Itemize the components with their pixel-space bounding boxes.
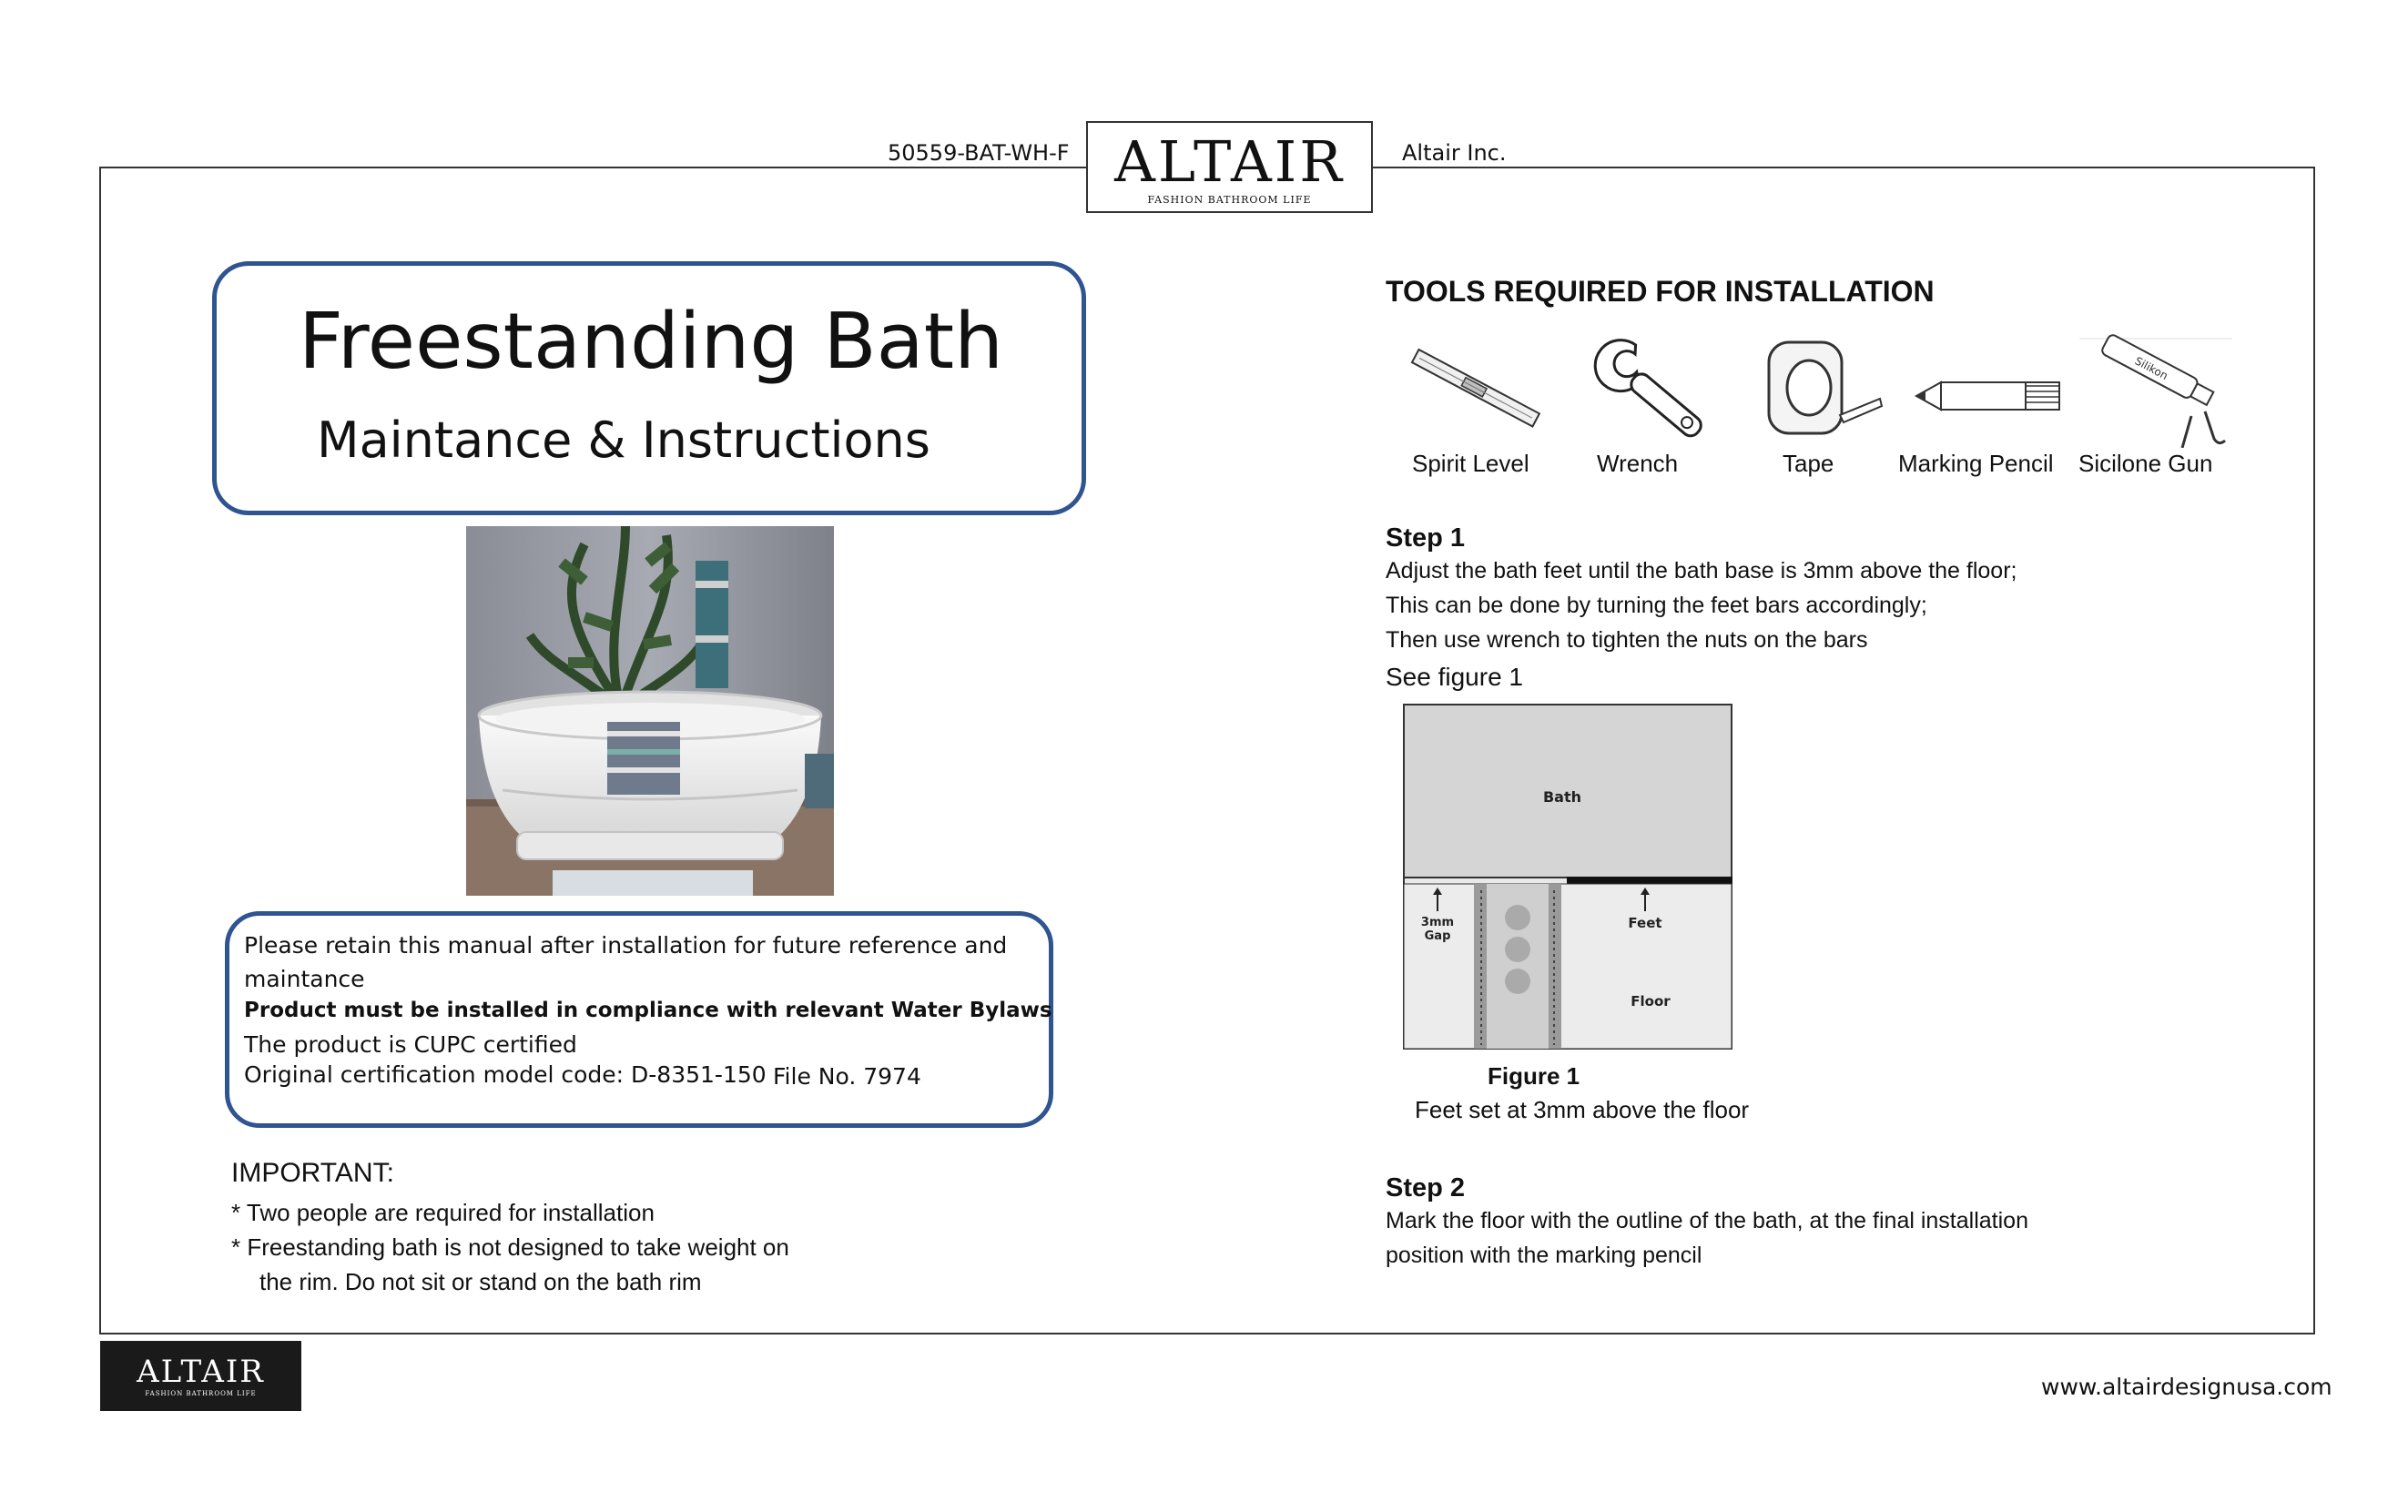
title-box xyxy=(212,261,1086,515)
wrench-icon xyxy=(1584,330,1721,452)
header-logo xyxy=(1086,121,1373,213)
step-1-line-3: Then use wrench to tighten the nuts on the bars xyxy=(1386,627,1868,653)
notice-box xyxy=(225,911,1053,1128)
figure-feet-label: Feet xyxy=(1628,915,1662,931)
figure-gap-label-1: 3mm xyxy=(1420,916,1455,929)
figure-gap-label-2: Gap xyxy=(1424,929,1451,943)
footer-logo xyxy=(100,1341,301,1411)
header-logo-wordmark: ALTAIR xyxy=(1114,128,1345,195)
figure-bath-label: Bath xyxy=(1542,788,1582,806)
tool-label-tape: Tape xyxy=(1783,450,1834,477)
marking-pencil-icon xyxy=(1912,373,2067,423)
figure-floor-label: Floor xyxy=(1631,993,1671,1010)
step-2-line-1: Mark the floor with the outline of the bath, at the final installation xyxy=(1386,1208,2028,1233)
figure-1-diagram xyxy=(1403,704,1732,1050)
page-subtitle: Maintance & Instructions xyxy=(317,411,930,469)
important-item-2-cont: the rim. Do not sit or stand on the bath rim xyxy=(259,1268,702,1295)
important-item-2: * Freestanding bath is not designed to take weight on xyxy=(231,1233,789,1261)
step-2-line-2: position with the marking pencil xyxy=(1386,1243,1702,1268)
figure-1-subcaption: Feet set at 3mm above the floor xyxy=(1415,1096,1750,1123)
footer-website-link[interactable]: www.altairdesignusa.com xyxy=(2041,1374,2332,1400)
spirit-level-icon xyxy=(1402,344,1548,440)
tools-heading: TOOLS REQUIRED FOR INSTALLATION xyxy=(1386,275,1935,308)
silicone-gun-icon xyxy=(2078,330,2241,452)
tool-label-wrench: Wrench xyxy=(1597,450,1679,477)
important-heading: IMPORTANT: xyxy=(231,1158,394,1188)
figure-1-caption: Figure 1 xyxy=(1488,1062,1580,1090)
notice-compliance: Product must be installed in compliance with relevant Water Bylaws xyxy=(244,999,1052,1022)
notice-line-1: Please retain this manual after installation for future reference and xyxy=(244,932,1008,959)
page-title: Freestanding Bath xyxy=(299,297,1003,387)
footer-logo-tagline: FASHION BATHROOM LIFE xyxy=(145,1390,257,1397)
step-1-line-1: Adjust the bath feet until the bath base is 3mm above the floor; xyxy=(1386,558,2017,583)
notice-certified: The product is CUPC certified xyxy=(244,1031,577,1058)
notice-line-2: maintance xyxy=(244,966,365,992)
footer-logo-wordmark: ALTAIR xyxy=(137,1354,265,1390)
notice-file-number: File No. 7974 xyxy=(773,1063,921,1090)
model-code: 50559-BAT-WH-F xyxy=(888,140,1070,166)
notice-model-code: Original certification model code: D-8351-150 xyxy=(244,1061,767,1088)
step-2-heading: Step 2 xyxy=(1386,1173,1466,1202)
header-logo-tagline: FASHION BATHROOM LIFE xyxy=(1147,194,1312,206)
silicone-gun-text: Silikon xyxy=(2132,354,2170,383)
important-item-1: * Two people are required for installation xyxy=(231,1199,655,1226)
tool-label-spirit-level: Spirit Level xyxy=(1412,450,1529,477)
tool-label-marking-pencil: Marking Pencil xyxy=(1898,450,2054,477)
step-1-see-figure: See figure 1 xyxy=(1386,663,1523,691)
step-1-heading: Step 1 xyxy=(1386,523,1466,553)
tool-label-silicone-gun: Sicilone Gun xyxy=(2078,450,2213,477)
tape-measure-icon xyxy=(1762,335,1889,449)
step-1-line-2: This can be done by turning the feet bars accordingly; xyxy=(1386,593,1927,618)
company-name: Altair Inc. xyxy=(1402,140,1507,166)
product-photo xyxy=(466,526,834,896)
